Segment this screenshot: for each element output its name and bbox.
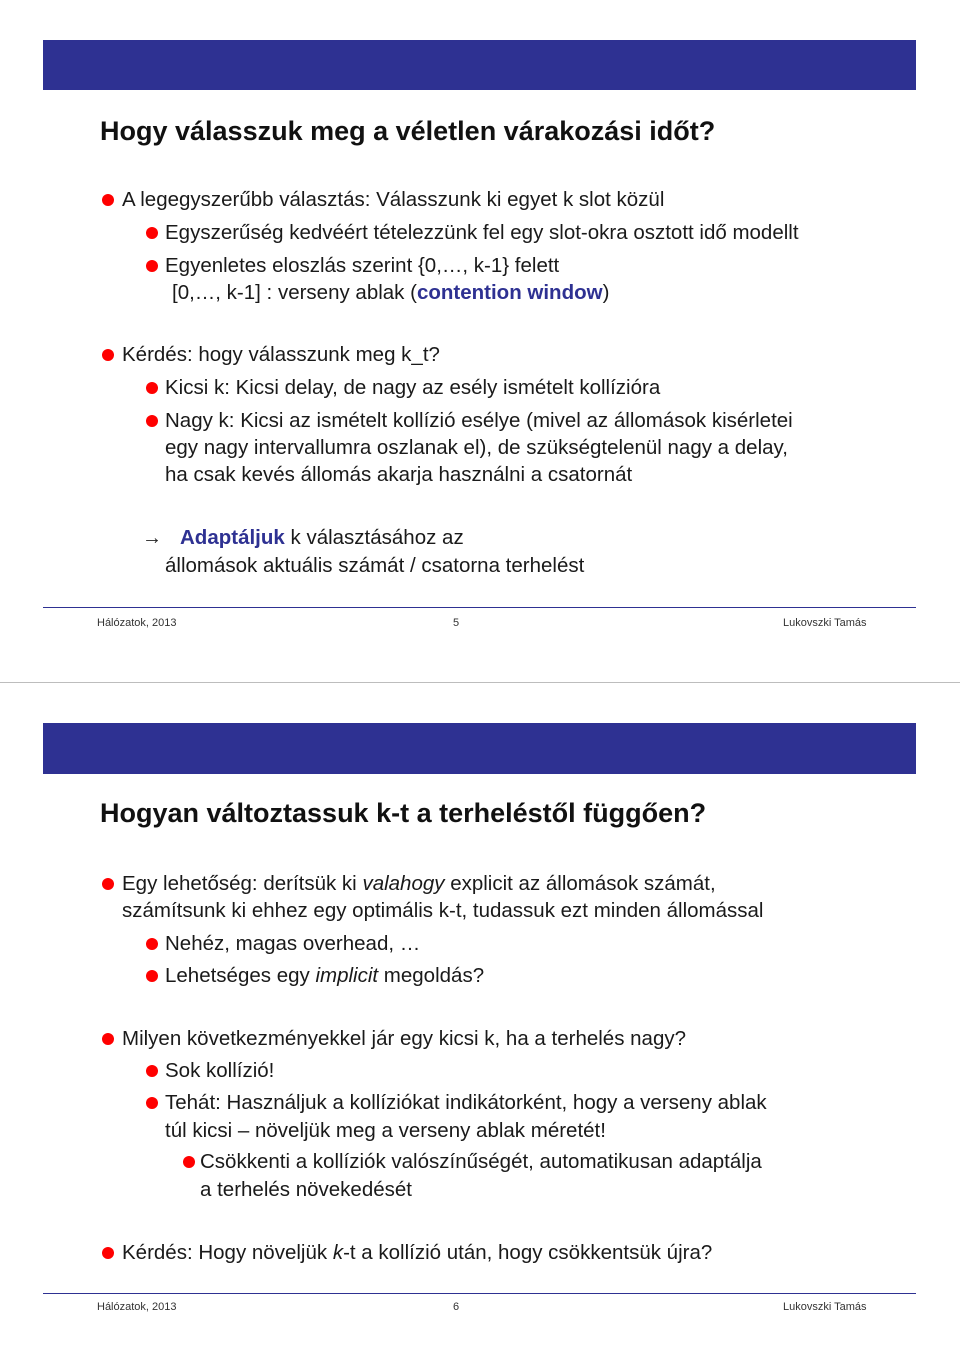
bullet-icon bbox=[102, 1033, 114, 1045]
sub-bullet-text: Nehéz, magas overhead, … bbox=[165, 932, 421, 955]
bullet-icon bbox=[146, 970, 158, 982]
sub-sub-bullet-text: Csökkenti a kollíziók valószínűségét, automatikusan adaptálja bbox=[200, 1150, 762, 1173]
sub-sub-bullet-text-continued: a terhelés növekedését bbox=[200, 1178, 412, 1201]
conclusion-text bbox=[180, 524, 464, 552]
highlighted-term: contention window bbox=[416, 281, 603, 304]
italic-term: implicit bbox=[315, 964, 379, 987]
sub-bullet-text: Nagy k: Kicsi az ismételt kollízió esélye (mivel az állomások kisérletei bbox=[165, 409, 793, 432]
text-span: megoldás? bbox=[378, 964, 485, 987]
italic-term: k bbox=[332, 1241, 344, 1264]
bullet-text bbox=[122, 1239, 712, 1267]
bullet-icon bbox=[146, 415, 158, 427]
highlighted-term: Adaptáljuk bbox=[180, 526, 285, 549]
footer-course: Hálózatok, 2013 bbox=[97, 617, 177, 629]
bullet-text: Kérdés: hogy válasszunk meg k_t? bbox=[122, 343, 440, 366]
slide-title: Hogyan változtassuk k-t a terheléstől függően? bbox=[100, 798, 707, 828]
bullet-icon bbox=[146, 938, 158, 950]
bullet-text: A legegyszerűbb választás: Válasszunk ki egyet k slot közül bbox=[122, 188, 665, 211]
bullet-icon bbox=[146, 382, 158, 394]
italic-term: valahogy bbox=[362, 872, 445, 895]
bullet-icon bbox=[146, 1065, 158, 1077]
sub-bullet-text: Tehát: Használjuk a kollíziókat indikátorként, hogy a verseny ablak bbox=[165, 1091, 767, 1114]
sub-bullet-text: Sok kollízió! bbox=[165, 1059, 275, 1082]
footer-course: Hálózatok, 2013 bbox=[97, 1301, 177, 1313]
text-span: Kérdés: Hogy növeljük bbox=[122, 1241, 333, 1264]
bullet-icon bbox=[102, 349, 114, 361]
footer-divider bbox=[43, 607, 916, 608]
text-span: ) bbox=[602, 281, 610, 304]
bullet-text-continued: számítsunk ki ehhez egy optimális k-t, tudassuk ezt minden állomással bbox=[122, 899, 764, 922]
bullet-text bbox=[122, 870, 716, 898]
text-span: [0,…, k-1] : verseny ablak ( bbox=[172, 281, 417, 304]
sub-bullet-text: Egyszerűség kedvéért tételezzünk fel egy slot-okra osztott idő modellt bbox=[165, 221, 799, 244]
slide-title: Hogy válasszuk meg a véletlen várakozási időt? bbox=[100, 116, 716, 146]
text-span: Egy lehetőség: derítsük ki bbox=[122, 872, 363, 895]
sub-bullet-text-continued: túl kicsi – növeljük meg a verseny ablak méretét! bbox=[165, 1119, 606, 1142]
sub-bullet-text-continued: ha csak kevés állomás akarja használni a csatornát bbox=[165, 463, 633, 486]
footer-divider bbox=[43, 1293, 916, 1294]
bullet-icon bbox=[102, 878, 114, 890]
bullet-icon bbox=[146, 1097, 158, 1109]
slide-5 bbox=[0, 0, 960, 683]
bullet-icon bbox=[183, 1156, 195, 1168]
sub-bullet-text: Kicsi k: Kicsi delay, de nagy az esély ismételt kollízióra bbox=[165, 376, 661, 399]
bullet-icon bbox=[146, 227, 158, 239]
footer-page-number: 5 bbox=[452, 617, 460, 629]
text-span: -t a kollízió után, hogy csökkentsük újra? bbox=[343, 1241, 713, 1264]
slide-6 bbox=[0, 683, 960, 1367]
bullet-icon bbox=[146, 260, 158, 272]
sub-bullet-text-continued: egy nagy intervallumra oszlanak el), de szükségtelenül nagy a delay, bbox=[165, 436, 788, 459]
conclusion-text-continued: állomások aktuális számát / csatorna terhelést bbox=[165, 554, 585, 577]
sub-bullet-text-continued bbox=[172, 279, 609, 307]
bullet-icon bbox=[102, 1247, 114, 1259]
slide-header-bar bbox=[43, 723, 916, 774]
text-span: k választásához az bbox=[284, 526, 464, 549]
footer-author: Lukovszki Tamás bbox=[783, 1301, 867, 1313]
arrow-right-icon: → bbox=[142, 527, 162, 549]
footer-author: Lukovszki Tamás bbox=[783, 617, 867, 629]
sub-bullet-text bbox=[165, 962, 484, 990]
bullet-text: Milyen következményekkel jár egy kicsi k, ha a terhelés nagy? bbox=[122, 1027, 687, 1050]
text-span: explicit az állomások számát, bbox=[444, 872, 716, 895]
text-span: Lehetséges egy bbox=[165, 964, 316, 987]
sub-bullet-text: Egyenletes eloszlás szerint {0,…, k-1} felett bbox=[165, 254, 560, 277]
bullet-icon bbox=[102, 194, 114, 206]
slide-header-bar bbox=[43, 40, 916, 90]
footer-page-number: 6 bbox=[452, 1301, 460, 1313]
